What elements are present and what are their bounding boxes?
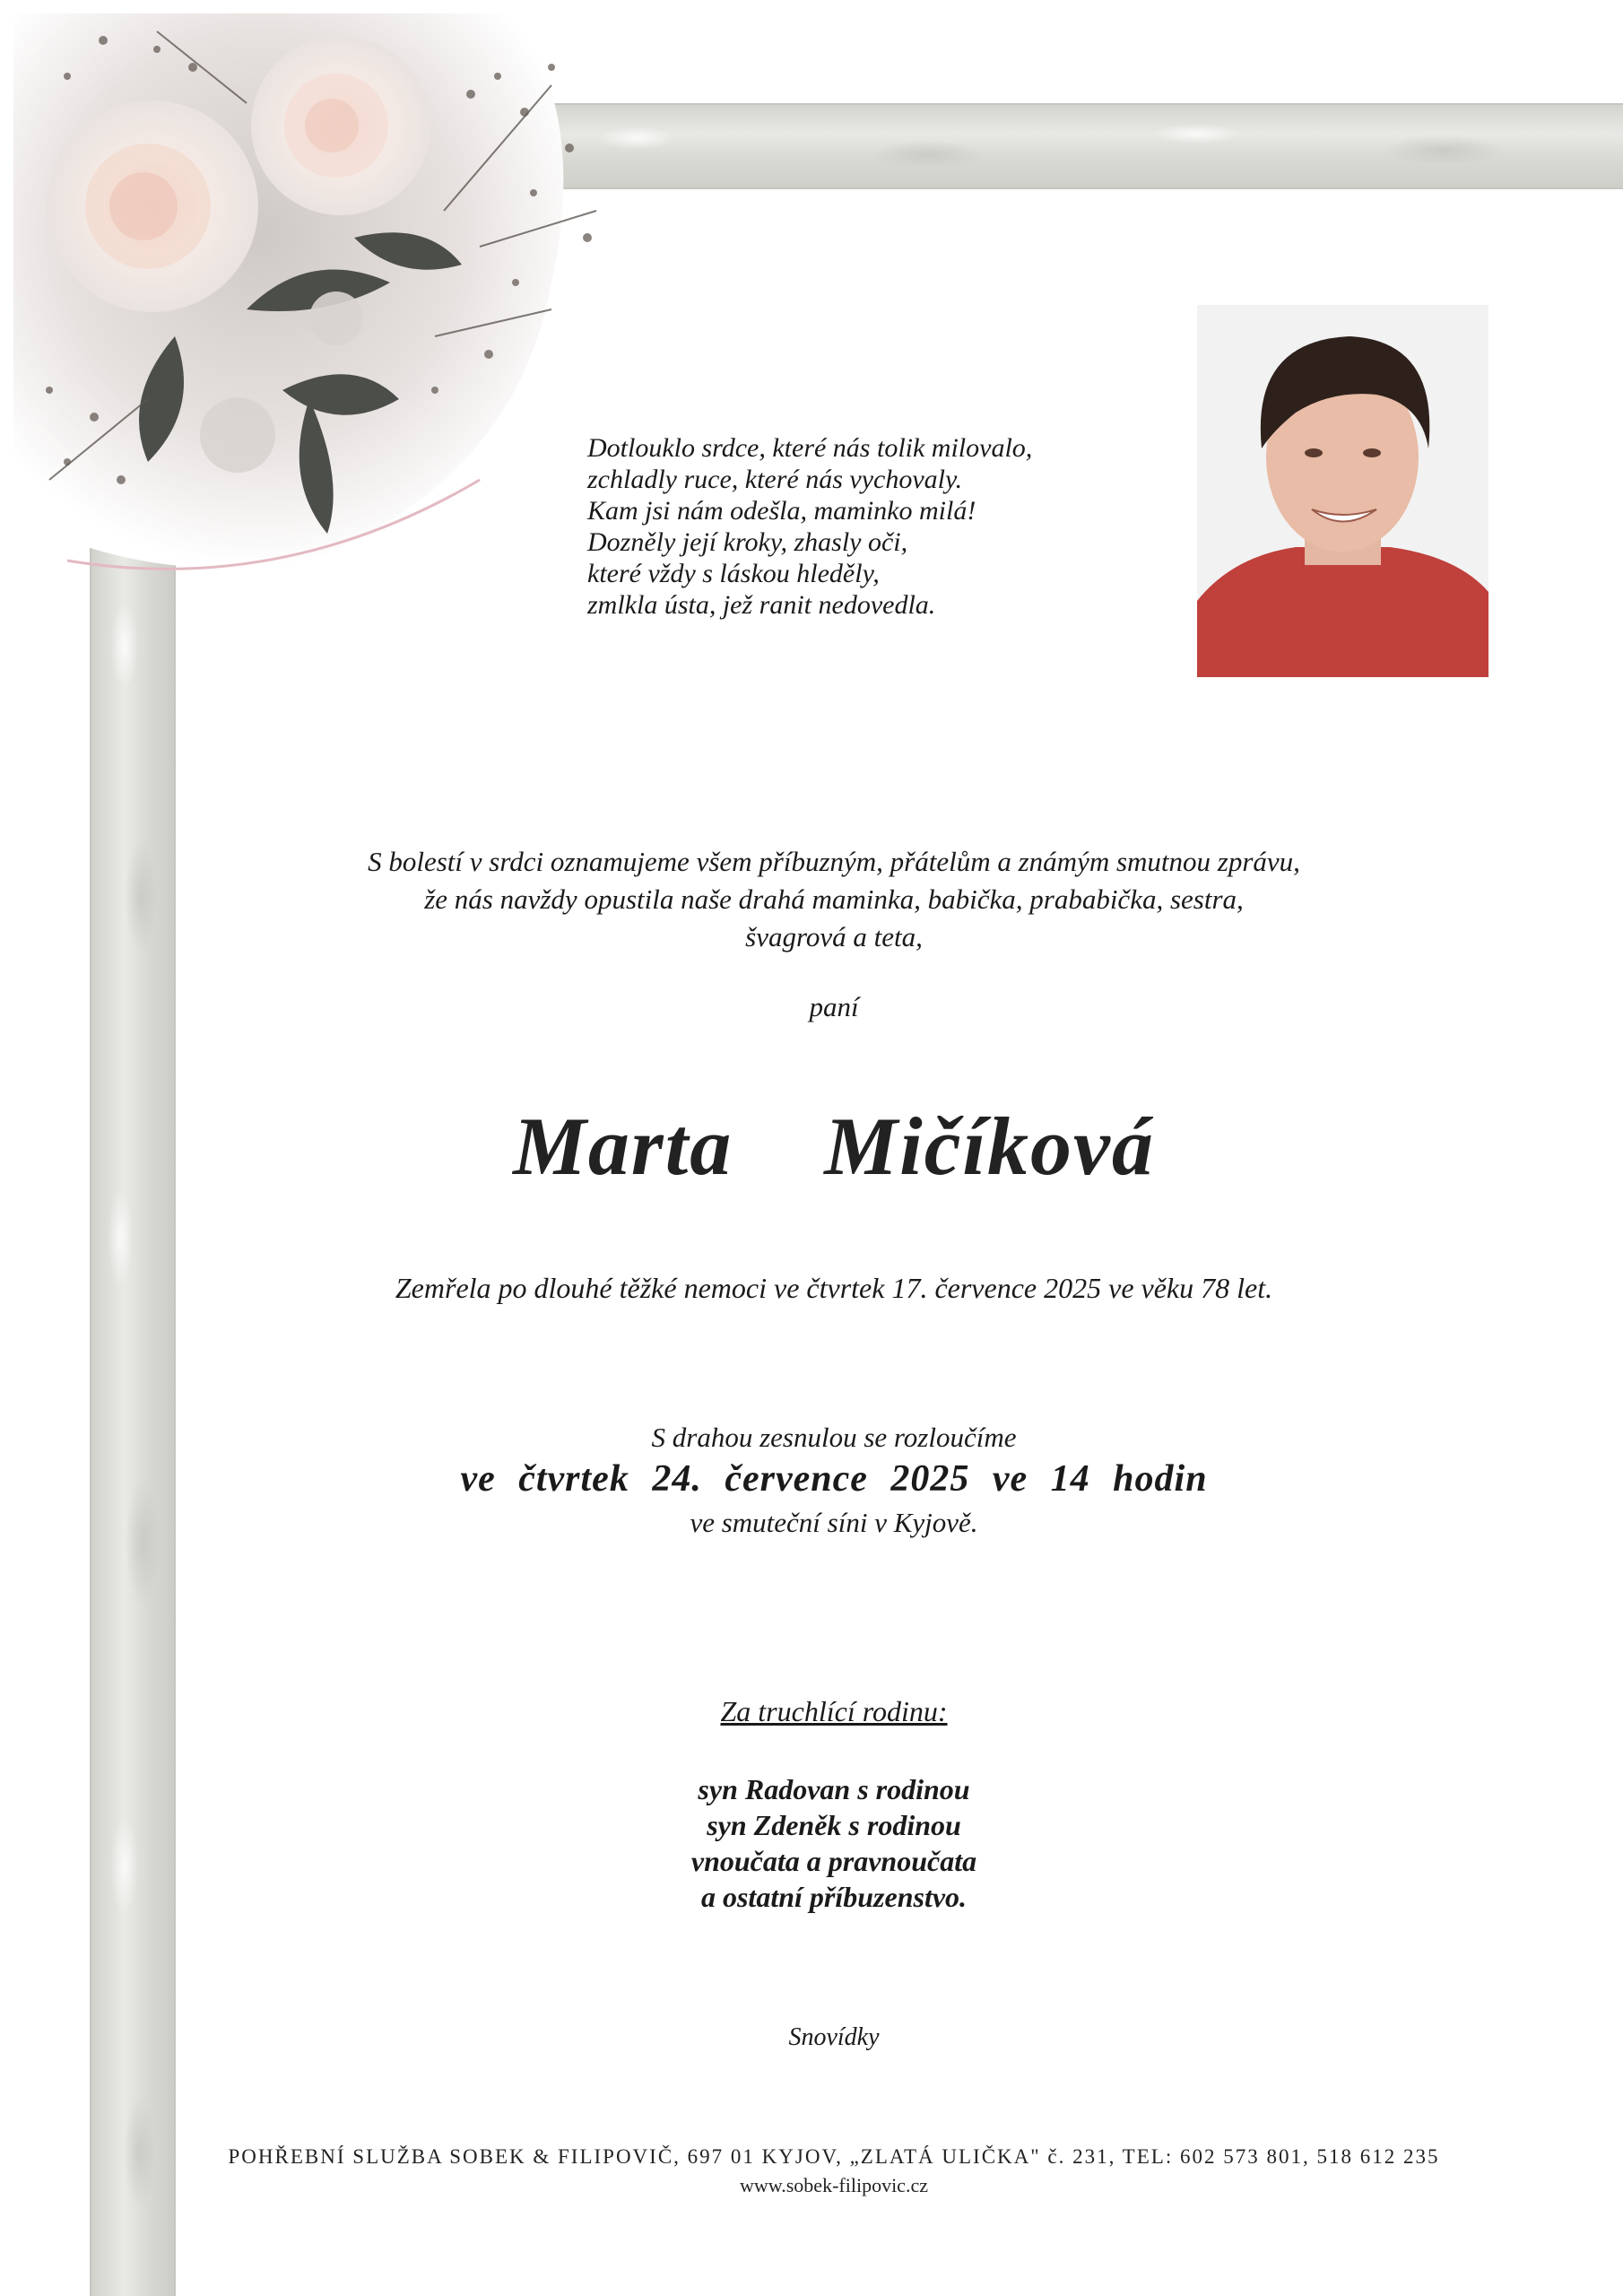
family-list [0, 1771, 1623, 1915]
funeral-service-footer: POHŘEBNÍ SLUŽBA SOBEK & FILIPOVIČ, 697 01 KYJOV, „ZLATÁ ULIČKA" č. 231, TEL: 602 573 801, 518 612 235 [228, 2145, 1440, 2168]
marble-border-top [502, 103, 1623, 189]
poem-line: které vždy s láskou hleděly, [587, 559, 880, 588]
deceased-name: Marta Mičíková [513, 1100, 1155, 1192]
family-member: syn Radovan s rodinou [698, 1773, 970, 1805]
location: Snovídky [788, 2023, 880, 2051]
announcement-line: S bolestí v srdci oznamujeme všem příbuzným, přátelům a známým smutnou zprávu, [368, 846, 1300, 877]
poem-line: Dozněly její kroky, zhasly oči, [587, 527, 908, 557]
poem-line: zchladly ruce, které nás vychovaly. [587, 465, 963, 494]
death-notice: Zemřela po dlouhé těžké nemoci ve čtvrtek 17. července 2025 ve věku 78 let. [395, 1272, 1273, 1304]
farewell-intro: S drahou zesnulou se rozloučíme [651, 1422, 1017, 1453]
family-member: a ostatní příbuzenstvo. [700, 1881, 968, 1913]
memorial-poem [587, 432, 1032, 621]
announcement-line: že nás navždy opustila naše drahá maminka, babička, prababička, sestra, [424, 883, 1244, 915]
farewell-date: ve čtvrtek 24. července 2025 ve 14 hodin [460, 1458, 1208, 1500]
farewell-place: ve smuteční síni v Kyjově. [690, 1507, 978, 1538]
funeral-service-website: www.sobek-filipovic.cz [740, 2174, 928, 2196]
portrait-photo [1197, 305, 1488, 677]
poem-line: Kam jsi nám odešla, maminko milá! [587, 496, 976, 526]
family-heading: Za truchlící rodinu: [720, 1695, 948, 1727]
family-member: vnoučata a pravnoučata [690, 1845, 977, 1877]
salutation: paní [809, 991, 859, 1022]
announcement-text [0, 843, 1623, 956]
rose-bouquet-ornament [13, 13, 659, 574]
family-member: syn Zdeněk s rodinou [707, 1809, 961, 1841]
poem-line: zmlkla ústa, jež ranit nedovedla. [587, 590, 936, 620]
announcement-line: švagrová a teta, [745, 921, 923, 952]
poem-line: Dotlouklo srdce, které nás tolik milovalo, [587, 433, 1033, 463]
